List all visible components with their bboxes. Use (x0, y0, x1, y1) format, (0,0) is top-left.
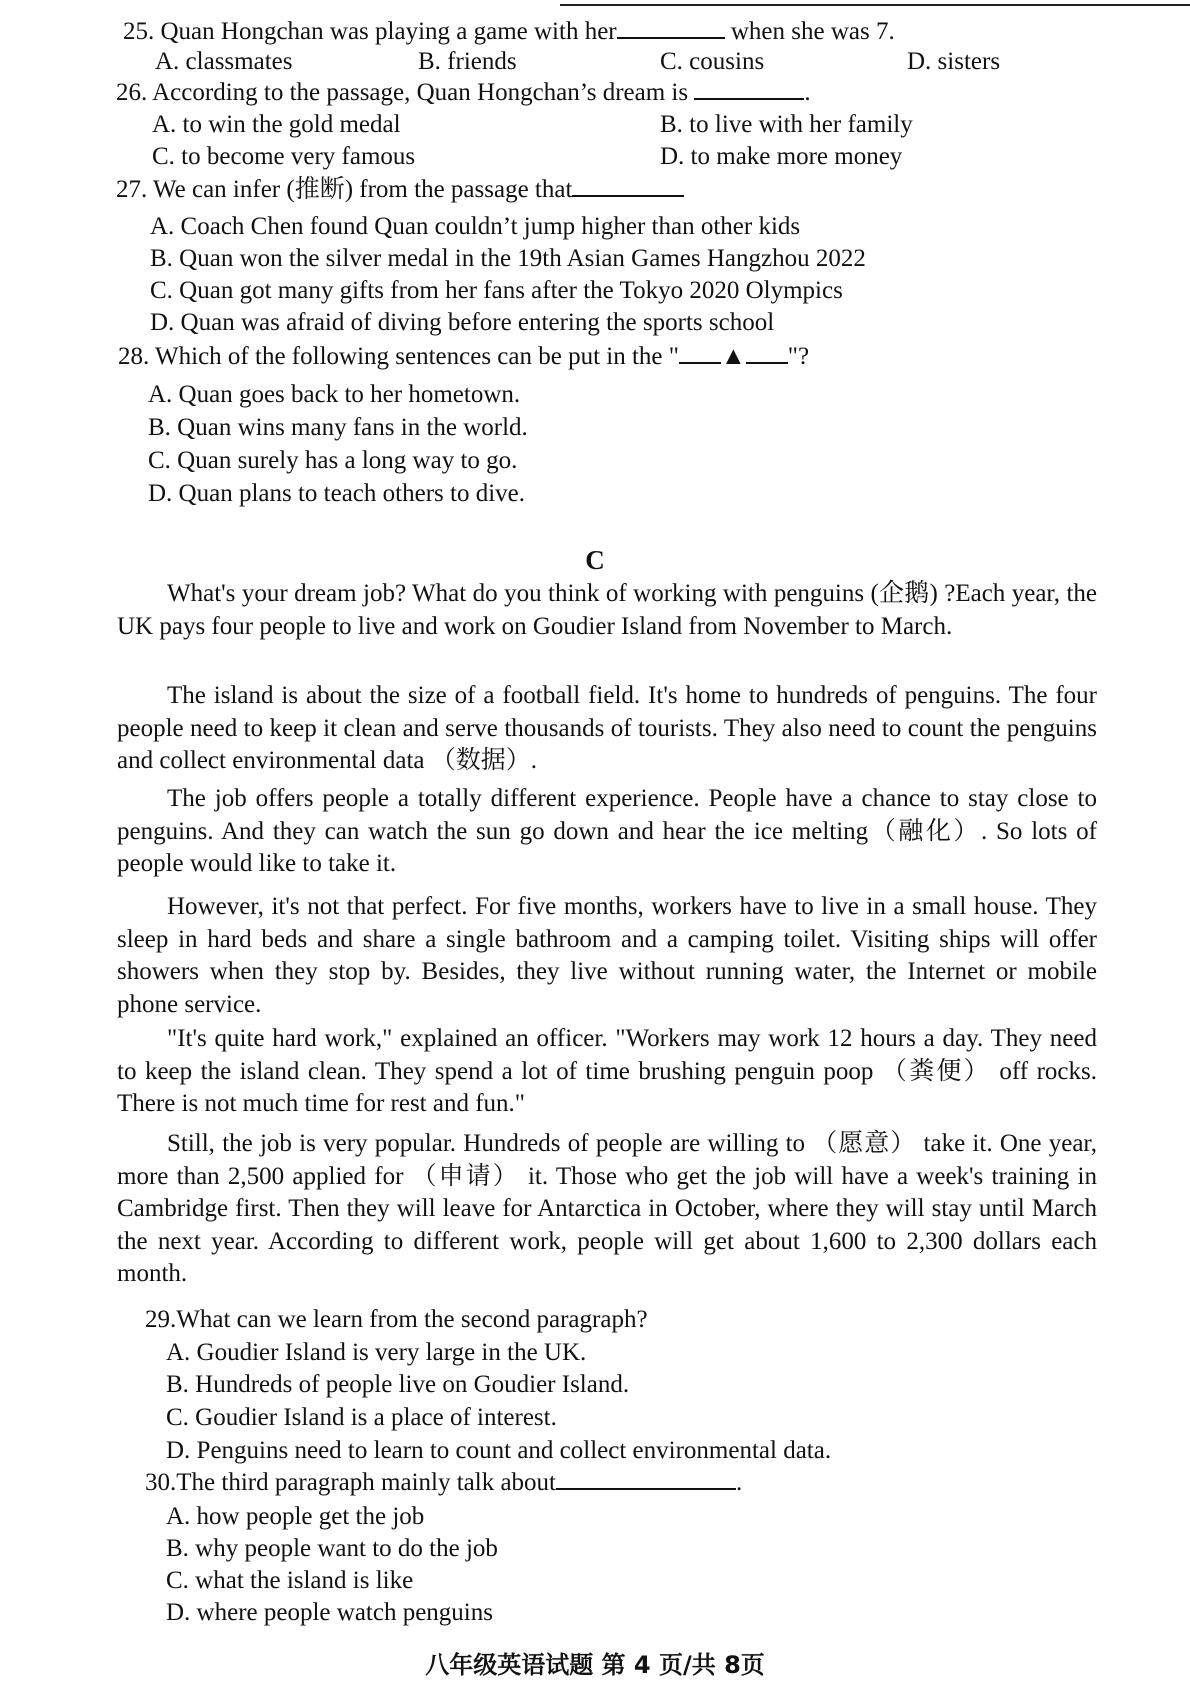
q27-stem-text: 27. We can infer (推断) from the passage that (116, 176, 573, 203)
q29-option-c: C. Goudier Island is a place of interest. (166, 1404, 557, 1431)
passage-paragraph-3 (117, 783, 1097, 881)
q27-option-d: D. Quan was afraid of diving before entering the sports school (150, 309, 775, 336)
top-rule (560, 4, 1190, 6)
q28-blank-left (679, 342, 721, 364)
q25-stem-a: 25. Quan Hongchan was playing a game with her (123, 18, 617, 45)
q26-option-a: A. to win the gold medal (152, 111, 401, 138)
q29-option-a: A. Goudier Island is very large in the UK. (166, 1339, 587, 1366)
passage-paragraph-2 (117, 680, 1097, 778)
passage-paragraph-1 (117, 578, 1097, 643)
q27-blank (572, 175, 684, 197)
q30-blank (556, 1468, 736, 1490)
q28-stem (118, 342, 809, 372)
q26-stem (116, 78, 811, 108)
q27-option-a: A. Coach Chen found Quan couldn’t jump higher than other kids (150, 213, 801, 240)
q30-option-c: C. what the island is like (166, 1567, 414, 1594)
q25-option-b: B. friends (418, 48, 517, 75)
q28-option-a: A. Quan goes back to her hometown. (148, 381, 521, 408)
passage-paragraph-6-text: Still, the job is very popular. Hundreds of people are willing to （愿意） take it. One year, more than 2,500 applied for （申请） it. Those who get the job will have a week's training in Cambridge first. Then they will leave for Antarctica in October, where they will stay until March the next year. According to different work, people will get about 1,600 to 2,300 dollars each month. (117, 1130, 1097, 1287)
q28-stem-a: 28. Which of the following sentences can be put in the " (118, 343, 679, 370)
q30-stem-text: 30.The third paragraph mainly talk about (145, 1469, 556, 1496)
passage-paragraph-5 (117, 1023, 1097, 1121)
q28-option-c: C. Quan surely has a long way to go. (148, 447, 518, 474)
q30-stem (145, 1468, 742, 1498)
q30-end: . (736, 1469, 743, 1496)
passage-paragraph-2-text: The island is about the size of a football field. It's home to hundreds of penguins. The four people need to keep it clean and serve thousands of tourists. They also need to count the penguins and collect environmental data （数据）. (117, 682, 1097, 774)
q29-option-b: B. Hundreds of people live on Goudier Island. (166, 1371, 630, 1398)
passage-paragraph-4 (117, 891, 1097, 1021)
section-heading-c: C (585, 545, 605, 575)
q25-option-d: D. sisters (907, 48, 1001, 75)
passage-paragraph-3-text: The job offers people a totally different experience. People have a chance to stay close to penguins. And they can watch the sun go down and hear the ice melting（融化）. So lots of people would like to take it. (117, 785, 1097, 877)
q26-option-b: B. to live with her family (660, 111, 913, 138)
q30-option-a: A. how people get the job (166, 1503, 425, 1530)
passage-paragraph-5-text: "It's quite hard work," explained an officer. "Workers may work 12 hours a day. They need to keep the island clean. They spend a lot of time brushing penguin poop （粪便） off rocks. There is not much time for rest and fun." (117, 1025, 1097, 1117)
q26-option-d: D. to make more money (660, 143, 903, 170)
q26-end: . (804, 79, 811, 106)
passage-paragraph-6 (117, 1128, 1097, 1291)
q29-stem: 29.What can we learn from the second paragraph? (145, 1306, 648, 1333)
page-footer: 八年级英语试题 第 4 页/共 8页 (425, 1651, 765, 1679)
q25-blank (617, 17, 725, 39)
q25-option-c: C. cousins (660, 48, 765, 75)
q29-option-d: D. Penguins need to learn to count and collect environmental data. (166, 1437, 832, 1464)
q28-stem-b: "? (787, 343, 810, 370)
q28-blank-right (746, 342, 788, 364)
passage-paragraph-4-text: However, it's not that perfect. For five months, workers have to live in a small house. They sleep in hard beds and share a single bathroom and a camping toilet. Visiting ships will offer showers when they stop by. Besides, they live without running water, the Internet or mobile phone service. (117, 893, 1097, 1018)
passage-paragraph-1-text: What's your dream job? What do you think of working with penguins (企鹅) ?Each year, the UK pays four people to live and work on Goudier Island from November to March. (117, 580, 1097, 640)
q27-option-c: C. Quan got many gifts from her fans after the Tokyo 2020 Olympics (150, 277, 843, 304)
q30-option-d: D. where people watch penguins (166, 1599, 493, 1626)
q28-option-b: B. Quan wins many fans in the world. (148, 414, 528, 441)
q25-stem (123, 17, 895, 47)
q30-option-b: B. why people want to do the job (166, 1535, 498, 1562)
q26-blank (694, 78, 804, 100)
q25-option-a: A. classmates (155, 48, 293, 75)
triangle-icon: ▲ (721, 343, 746, 370)
q25-stem-b: when she was 7. (730, 18, 895, 45)
q26-option-c: C. to become very famous (152, 143, 416, 170)
q28-option-d: D. Quan plans to teach others to dive. (148, 480, 525, 507)
q26-stem-text: 26. According to the passage, Quan Hongchan’s dream is (116, 79, 689, 106)
q27-stem (116, 175, 684, 205)
q27-option-b: B. Quan won the silver medal in the 19th Asian Games Hangzhou 2022 (150, 245, 866, 272)
